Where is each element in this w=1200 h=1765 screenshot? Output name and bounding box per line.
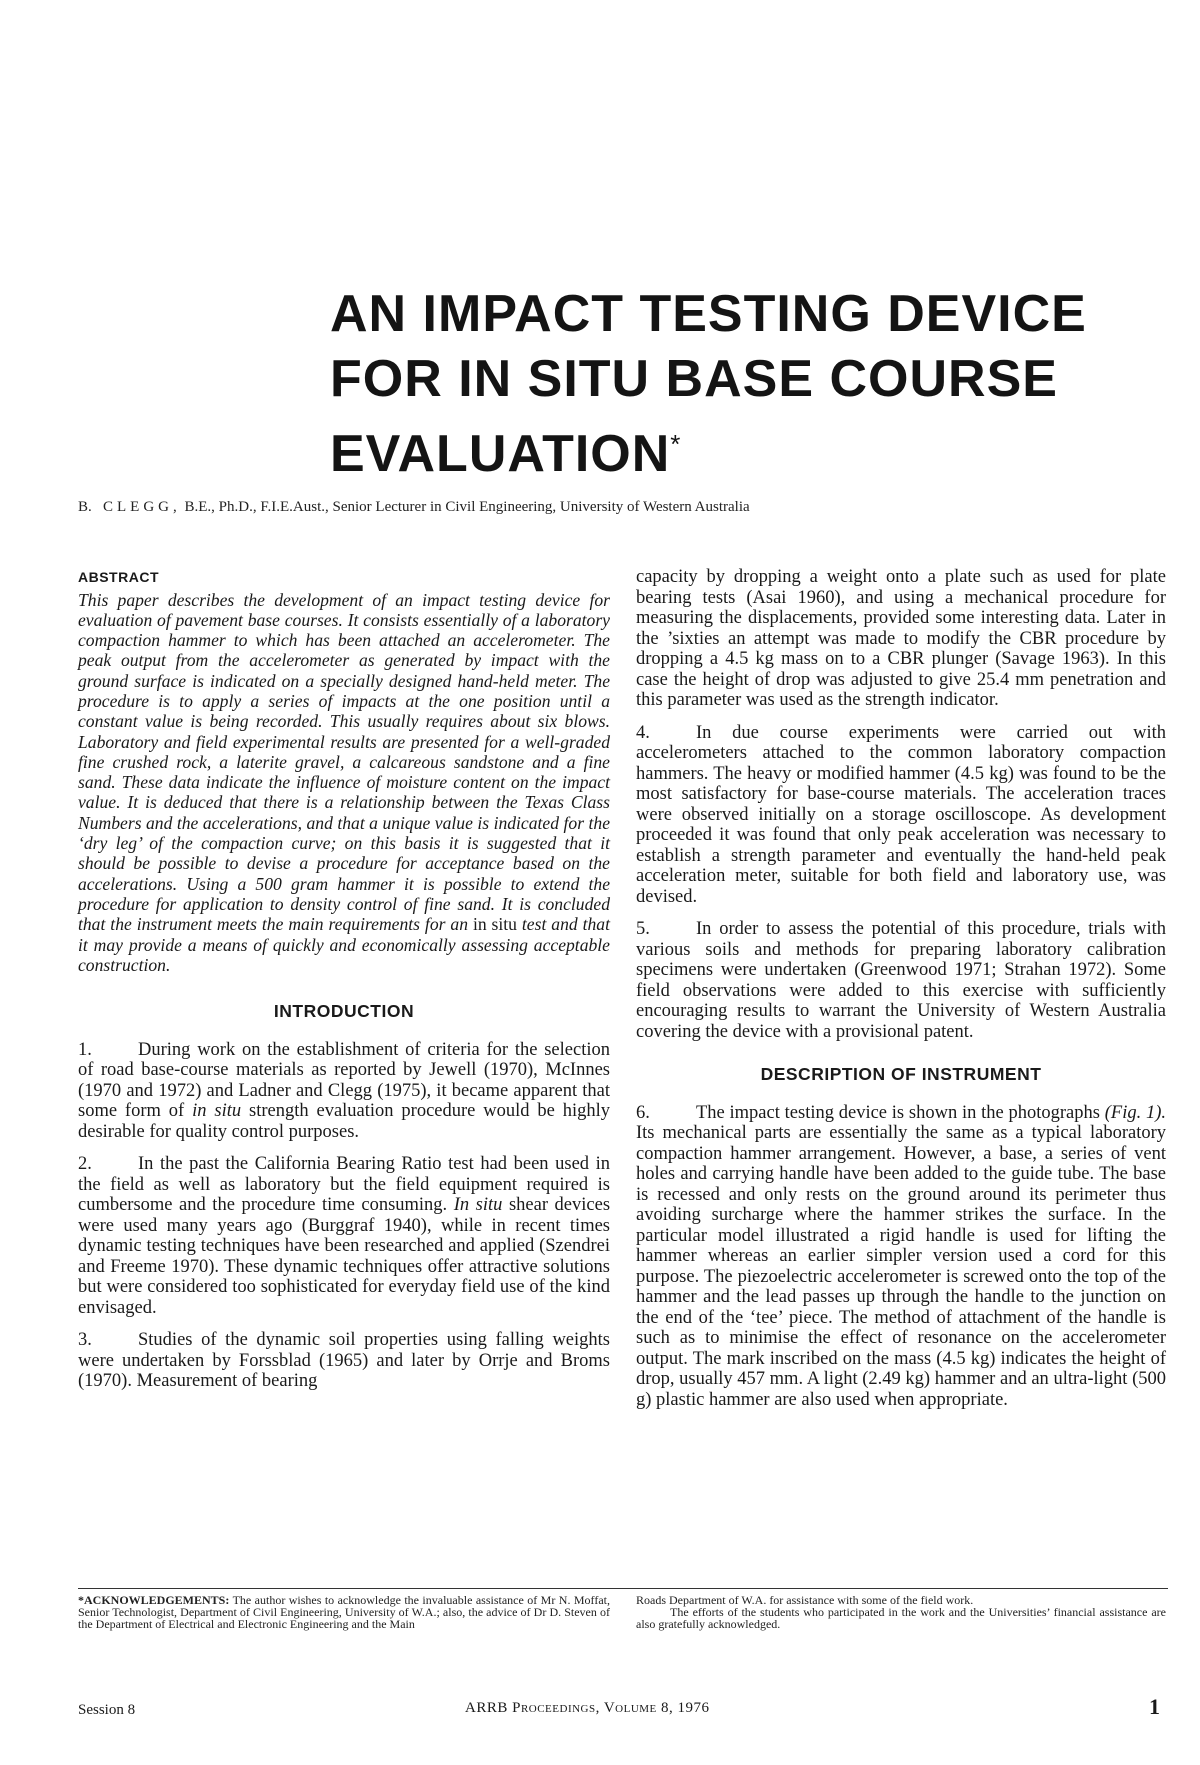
footnote-label: *ACKNOWLEDGEMENTS: bbox=[78, 1593, 230, 1607]
paragraph-1-text-a: During work on the establishment of criteria for the selection of road base-course materials as reported by Jewell (1970), McInnes (1970 and 1972) and Ladner and Clegg (1975), it became apparent that some form of bbox=[78, 1039, 610, 1122]
paragraph-2-number: 2. bbox=[78, 1154, 92, 1175]
paragraph-2 bbox=[78, 1154, 610, 1318]
footnote-right-line-1: Roads Department of W.A. for assistance with some of the field work. bbox=[636, 1593, 974, 1607]
paragraph-5 bbox=[636, 919, 1166, 1042]
paragraph-5-text: In order to assess the potential of this procedure, trials with various soils and methods for preparing laboratory calibration specimens were undertaken (Greenwood 1971; Strahan 1972). Some field observations were added to this exercise with sufficiently encouraging results to warrant the University of Western Australia covering the device with a provisional patent. bbox=[636, 919, 1166, 1042]
paragraph-3-continued: capacity by dropping a weight onto a plate such as used for plate bearing tests (Asai 1960), and using a mechanical procedure for measuring the displacements, provided some interesting data. Later in the ’sixties an attempt was made to modify the CBR procedure by dropping a 4.5 kg mass on to a CBR plunger (Savage 1963). In this case the height of drop was adjusted to give 25.4 mm penetration and this parameter was used as the strength indicator. bbox=[636, 567, 1166, 710]
footnote-mark: * bbox=[670, 429, 682, 459]
abstract-text bbox=[78, 590, 610, 976]
right-column bbox=[636, 567, 1166, 1422]
session-label: Session 8 bbox=[78, 1702, 136, 1718]
paragraph-1 bbox=[78, 1040, 610, 1143]
author-initial: B. bbox=[78, 499, 92, 515]
title-line-3-text: EVALUATION bbox=[330, 425, 671, 483]
footnote-divider bbox=[78, 1588, 1168, 1589]
paragraph-2-text-a: In the past the California Bearing Ratio test had been used in the field as well as laboratory but the field equipment required is cumbersome and the procedure time consuming. bbox=[78, 1154, 610, 1216]
paragraph-5-number: 5. bbox=[636, 919, 650, 939]
paragraph-4-text: In due course experiments were carried out with accelerometers attached to the common laboratory compaction hammers. The heavy or modified hammer (4.5 kg) was found to be the most satisfactory for base-course materials. The acceleration traces were observed initially on a storage oscilloscope. As development proceeded it was found that only peak acceleration was necessary to establish a strength parameter and eventually the hand-held peak acceleration meter, suitable for both field and laboratory use, was devised. bbox=[636, 722, 1166, 907]
paragraph-6-number: 6. bbox=[636, 1102, 650, 1123]
paragraph-2-text-b: shear devices were used many years ago (Burggraf 1940), while in recent times dynamic testing techniques have been researched and applied (Szendrei and Freeme 1970). These dynamic techniques offer attractive solutions but were considered too sophisticated for everyday field use of the kind envisaged. bbox=[78, 1195, 611, 1318]
author-credentials: B.E., Ph.D., F.I.E.Aust., Senior Lecturer in Civil Engineering, University of Western Australia bbox=[184, 499, 750, 515]
footnote-right-line-2: The efforts of the students who participated in the work and the Universities’ financial assistance are also gratefully acknowledged. bbox=[636, 1605, 1166, 1631]
paragraph-6-text-b: Its mechanical parts are essentially the same as a typical laboratory compaction hammer arrangement. However, a base, a series of vent holes and carrying handle have been added to the guide tube. The base is recessed and only rests on the ground around its perimeter thus avoiding surcharge where the hammer strikes the surface. In the particular model illustrated a rigid handle is used for lifting the hammer whereas an earlier simpler version used a cord for this purpose. The piezoelectric accelerometer is screwed onto the top of the hammer and the lead passes up through the handle to the junction on the end of the ‘tee’ piece. The method of attachment of the handle is such as to minimise the effect of resonance on the accelerometer output. The mark inscribed on the mass (4.5 kg) indicates the height of drop, usually 457 mm. A light (2.49 kg) hammer and an ultra-light (500 g) plastic hammer are also used when appropriate. bbox=[636, 1123, 1166, 1410]
footnote-right bbox=[636, 1594, 1166, 1630]
paragraph-1-text-b: strength evaluation procedure would be highly desirable for quality control purposes. bbox=[78, 1101, 611, 1142]
figure-reference: (Fig. 1). bbox=[1104, 1102, 1167, 1123]
paragraph-1-number: 1. bbox=[78, 1039, 92, 1060]
title-line-1: AN IMPACT TESTING DEVICE bbox=[330, 285, 1087, 343]
paragraph-3 bbox=[78, 1330, 610, 1392]
abstract-text-b: test and that it may provide a means of quickly and economically assessing acceptable construction. bbox=[78, 914, 610, 975]
description-heading: DESCRIPTION OF INSTRUMENT bbox=[760, 1064, 1042, 1084]
footnote-right-line-2-wrap bbox=[636, 1606, 1166, 1630]
paragraph-6 bbox=[636, 1103, 1166, 1411]
introduction-heading: INTRODUCTION bbox=[273, 1001, 415, 1022]
abstract-text-a: This paper describes the development of an impact testing device for evaluation of pavement base courses. It consists essentially of a laboratory compaction hammer to which has been attached an accelerometer. The peak output from the accelerometer as generated by impact with the ground surface is indicated on a specially designed hand-held meter. The procedure is to apply a series of impacts at the one position until a constant value is being recorded. This usually requires about six blows. Laboratory and field experimental results are presented for a well-graded fine crushed rock, a laterite gravel, a calcareous sandstone and a fine sand. These data indicate the influence of moisture content on the impact value. It is deduced that there is a relationship between the Texas Class Numbers and the accelerations, and that a unique value is indicated for the ‘dry leg’ of the compaction curve; on this basis it is suggested that it should be possible to devise a procedure for acceptance based on the accelerations. Using a 500 gram hammer it is possible to extend the procedure for application to density control of fine sand. It is concluded that the instrument meets the main requirements for an bbox=[78, 589, 610, 935]
journal-name: ARRB Proceedings, Volume 8, 1976 bbox=[465, 1700, 710, 1716]
paragraph-6-text-a: The impact testing device is shown in the photographs bbox=[696, 1102, 1100, 1123]
paragraph-1-italic: in situ bbox=[192, 1101, 242, 1122]
left-column bbox=[78, 567, 610, 1404]
paper-title bbox=[330, 282, 1130, 487]
title-line-2: FOR IN SITU BASE COURSE bbox=[330, 350, 1058, 408]
abstract-heading: ABSTRACT bbox=[78, 569, 159, 585]
journal-running-footer bbox=[465, 1700, 710, 1717]
abstract-in-situ: in situ bbox=[472, 914, 517, 935]
footnote-left-text: The author wishes to acknowledge the invaluable assistance of Mr N. Moffat, Senior Technologist, Department of Civil Engineering, University of W.A.; also, the advice of Dr D. Steven of the Department of Electrical and Electronic Engineering and the Main bbox=[78, 1593, 610, 1631]
footnote-left bbox=[78, 1594, 610, 1630]
paragraph-4 bbox=[636, 723, 1166, 908]
paragraph-4-number: 4. bbox=[636, 722, 650, 743]
author-line bbox=[78, 499, 1138, 516]
paragraph-3-number: 3. bbox=[78, 1330, 92, 1351]
paragraph-3-text: Studies of the dynamic soil properties using falling weights were undertaken by Forssblad (1965) and later by Orrje and Broms (1970). Measurement of bearing bbox=[78, 1330, 610, 1392]
title-line-3 bbox=[330, 412, 1130, 487]
author-surname: CLEGG, bbox=[103, 499, 181, 515]
page-number: 1 bbox=[1149, 1694, 1160, 1719]
paragraph-2-italic: In situ bbox=[453, 1195, 503, 1216]
